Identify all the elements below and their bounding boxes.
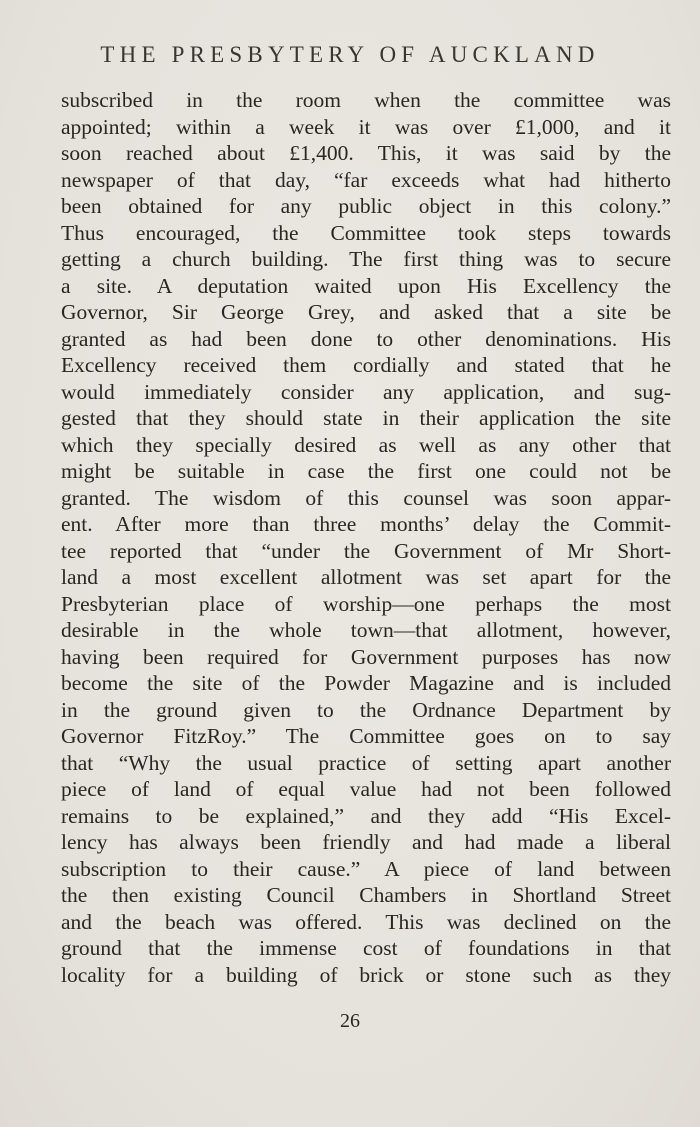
text-line: Governor FitzRoy.” The Committee goes on to say <box>61 724 671 748</box>
text-line: remains to be explained,” and they add “His Excel- <box>61 803 671 828</box>
text-line: Governor, Sir George Grey, and asked that a site be <box>61 300 671 324</box>
text-line: appointed; within a week it was over £1,000, and it <box>61 114 671 139</box>
text-line: the then existing Council Chambers in Shortland Street <box>61 883 671 907</box>
running-head: THE PRESBYTERY OF AUCKLAND <box>100 42 600 67</box>
text-line: granted. The wisdom of this counsel was soon appar- <box>61 485 671 510</box>
text-line: having been required for Government purposes has now <box>61 644 671 669</box>
text-line: become the site of the Powder Magazine and is included <box>61 671 671 695</box>
text-line: might be suitable in case the first one could not be <box>61 459 671 483</box>
text-line: would immediately consider any application, and sug- <box>61 379 671 404</box>
text-line: lency has always been friendly and had made a liberal <box>61 830 671 854</box>
text-line: that “Why the usual practice of setting apart another <box>61 750 671 775</box>
text-line: Excellency received them cordially and stated that he <box>61 353 671 377</box>
page-number: 26 <box>340 1010 360 1032</box>
text-line: which they specially desired as well as any other that <box>61 432 671 457</box>
text-line: piece of land of equal value had not been followed <box>61 777 671 801</box>
text-line: Thus encouraged, the Committee took steps towards <box>61 220 671 245</box>
text-line: desirable in the whole town—that allotment, however, <box>61 618 671 642</box>
text-line: a site. A deputation waited upon His Excellency the <box>61 273 671 298</box>
text-line: been obtained for any public object in this colony.” <box>61 194 671 218</box>
text-line: Presbyterian place of worship—one perhaps the most <box>61 591 671 616</box>
text-line: in the ground given to the Ordnance Department by <box>61 697 671 722</box>
text-line: and the beach was offered. This was declined on the <box>61 909 671 934</box>
text-line: soon reached about £1,400. This, it was said by the <box>61 141 671 165</box>
text-line: ground that the immense cost of foundations in that <box>61 936 671 960</box>
text-line: granted as had been done to other denominations. His <box>61 326 671 351</box>
text-line: land a most excellent allotment was set apart for the <box>61 565 671 589</box>
text-line: getting a church building. The first thing was to secure <box>61 247 671 271</box>
text-line: gested that they should state in their application the site <box>61 406 671 430</box>
body-paragraph <box>61 87 671 988</box>
text-line: tee reported that “under the Government of Mr Short- <box>61 538 671 563</box>
text-line: subscription to their cause.” A piece of land between <box>61 856 671 881</box>
text-line: subscribed in the room when the committee was <box>61 88 671 112</box>
text-line: locality for a building of brick or stone such as they <box>61 962 671 987</box>
text-line: ent. After more than three months’ delay the Commit- <box>61 512 671 536</box>
text-line: newspaper of that day, “far exceeds what had hitherto <box>61 167 671 192</box>
